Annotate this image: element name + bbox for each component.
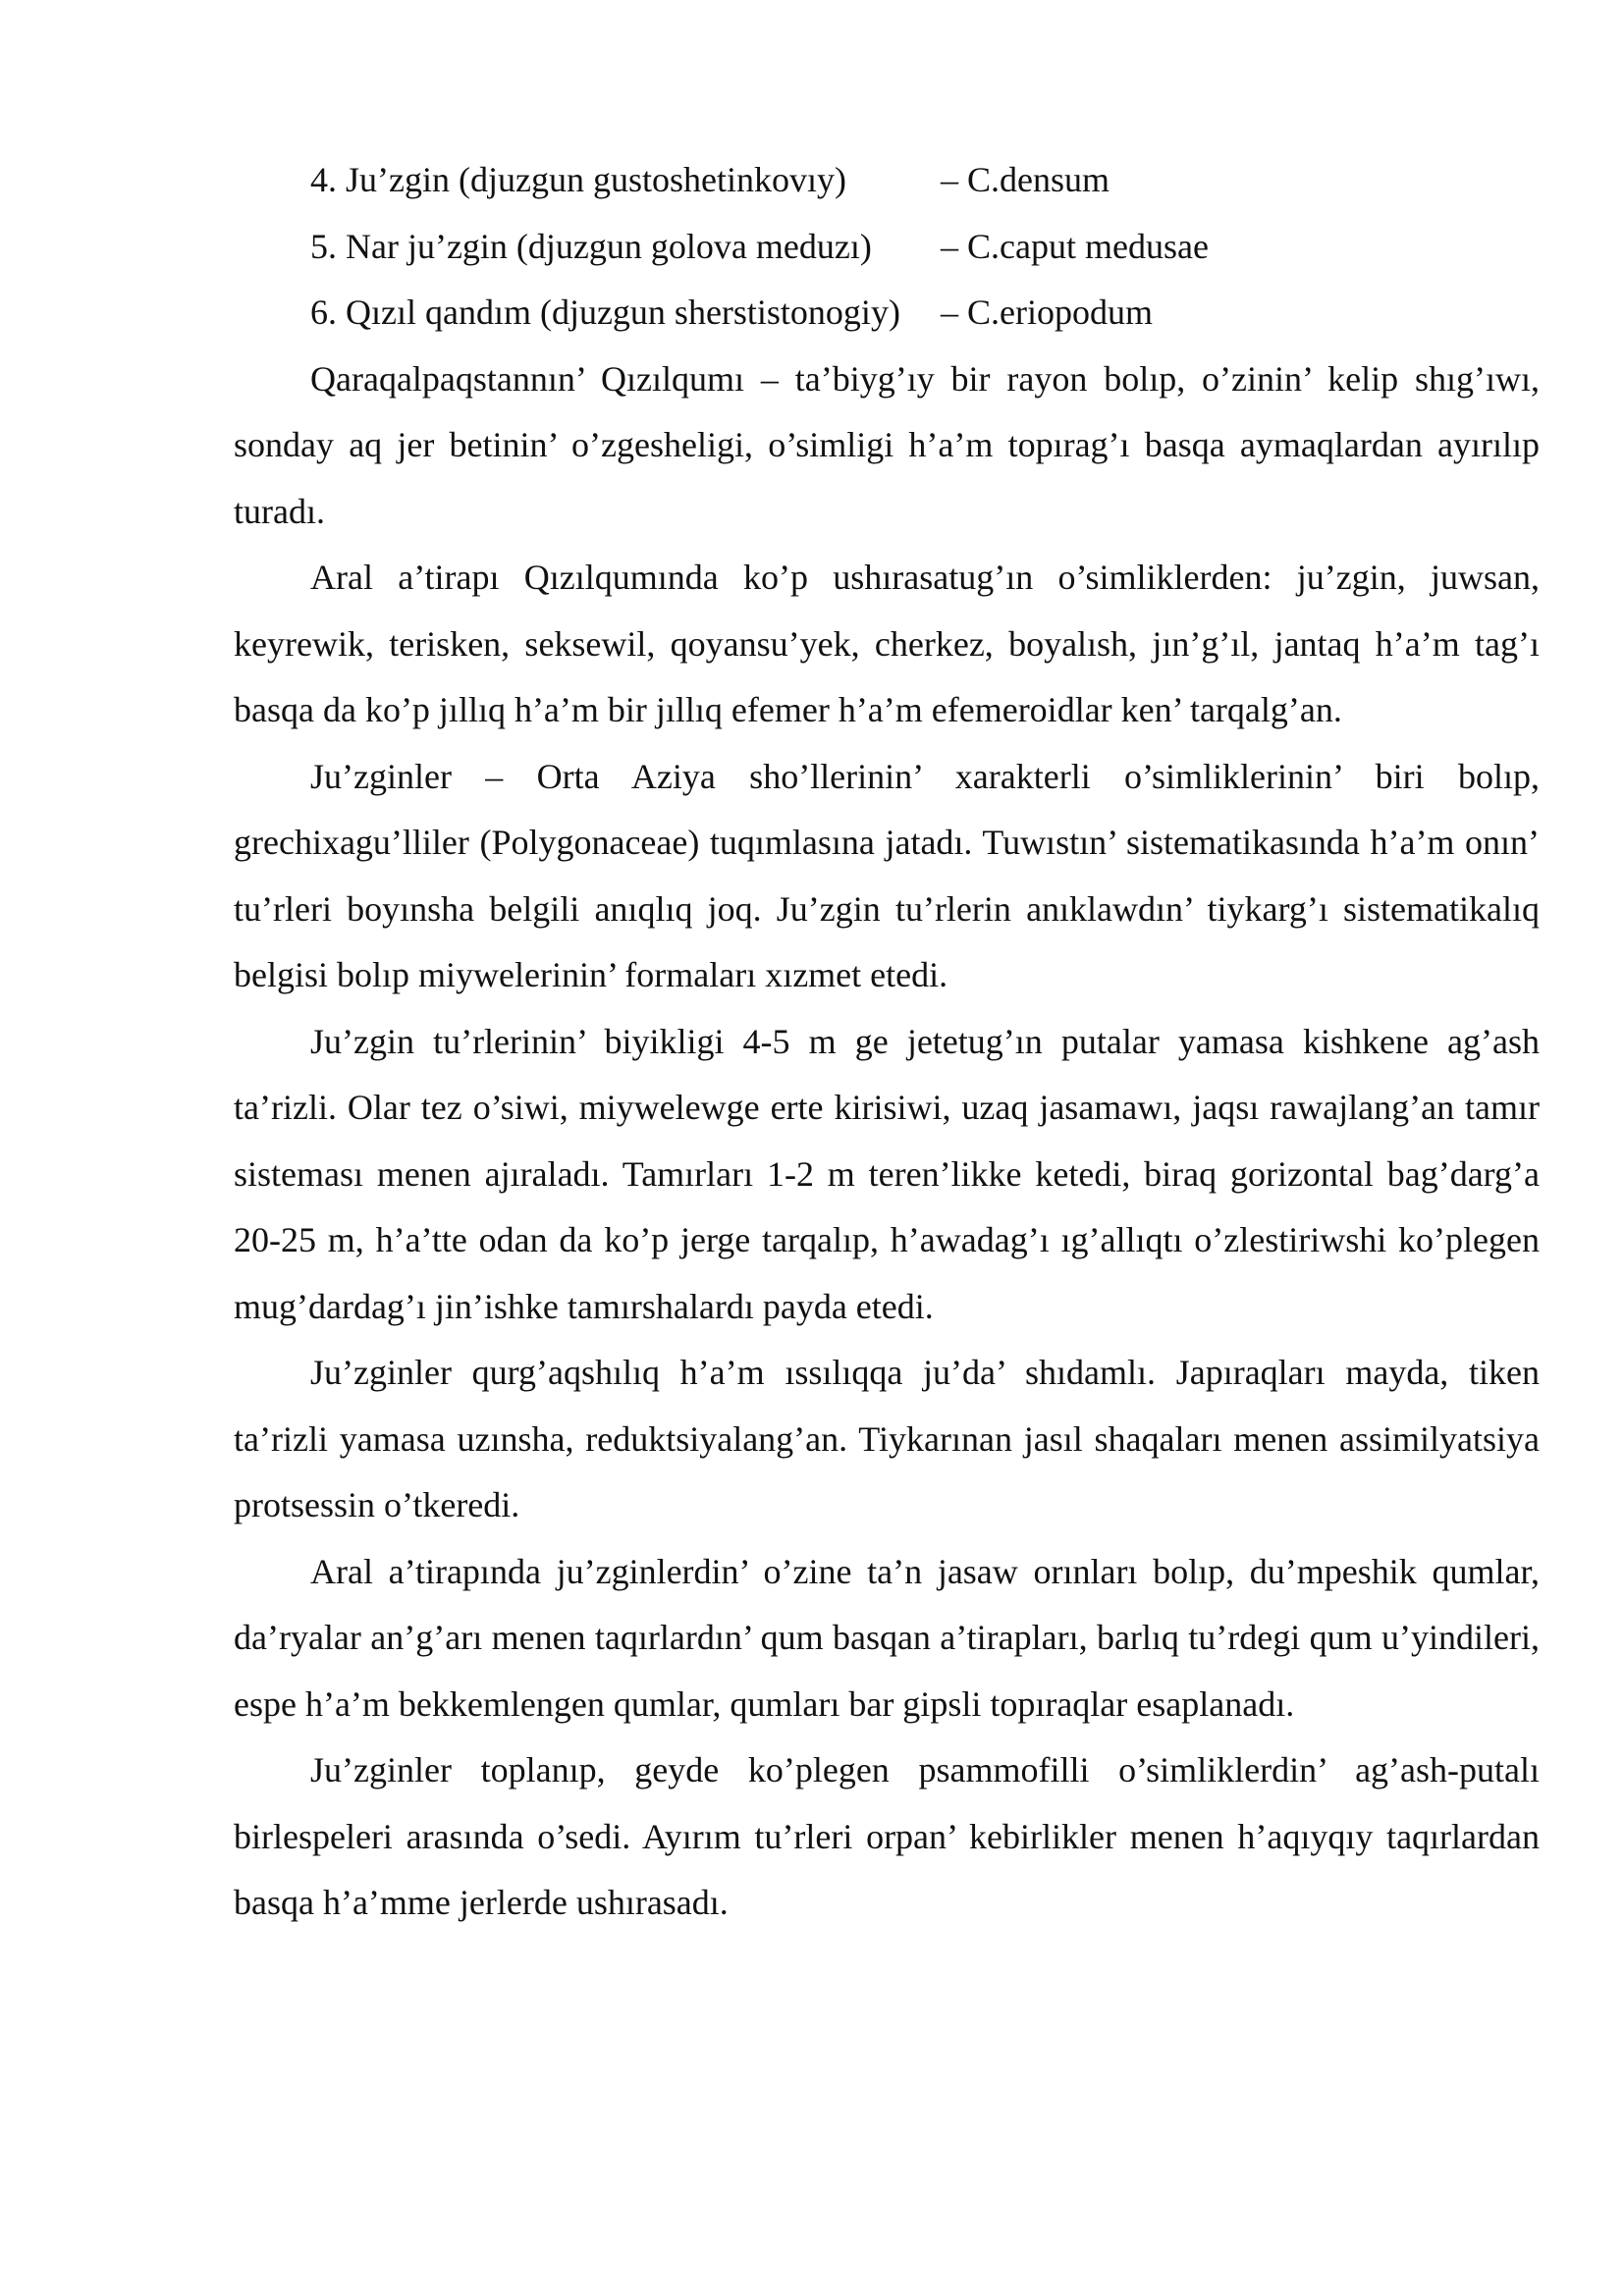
paragraph-habitats: Aral a’tirapında ju’zginlerdin’ o’zine ta’n jasaw orınları bolıp, du’mpeshik qumlar, da’ryalar an’g’arı menen taqırlardın’ qum basqan a’tirapları, barlıq tu’rdegi qum u’yindileri, espe h’a’m bekkemlengen qumlar, qumları bar gipsli topıraqlar esaplanadı. xyxy=(234,1551,1540,1724)
paragraph-juzgin-height: Ju’zgin tu’rlerinin’ biyikligi 4-5 m ge jetetug’ın putalar yamasa kishkene ag’ash ta’rizli. Olar tez o’siwi, miywelewge erte kirisiwi, uzaq jasamawı, jaqsı rawajlang’an tamır sisteması menen ajıraladı. Tamırları 1-2 m teren’likke ketedi, biraq gorizontal bag’darg’a 20-25 m, h’a’tte odan da ko’p jerge tarqalıp, h’awadag’ı ıg’allıqtı o’zlestiriwshi ko’plegen mug’dardag’ı jin’ishke tamırshalardı payda etedi. xyxy=(234,1021,1540,1326)
paragraph-communities: Ju’zginler toplanıp, geyde ko’plegen psammofilli o’simliklerdin’ ag’ash-putalı birlespeleri arasında o’sedi. Ayırım tu’rleri orpan’ kebirlikler menen h’aqıyqıy taqırlardan basqa h’a’mme jerlerde ushırasadı. xyxy=(234,1750,1540,1922)
species-item xyxy=(234,147,1540,214)
species-local-name: 5. Nar ju’zgin (djuzgun golova meduzı) xyxy=(310,226,872,266)
paragraph-karakalpak-kyzylkum: Qaraqalpaqstannın’ Qızılqumı – ta’biyg’ıy bir rayon bolıp, o’zinin’ kelip shıg’ıwı, sonday aq jer betinin’ o’zgesheligi, o’simligi h’a’m topırag’ı basqa aymaqlardan ayırılıp turadı. xyxy=(234,358,1540,531)
species-latin-name: – C.eriopodum xyxy=(941,293,1153,332)
species-item xyxy=(234,280,1540,347)
species-latin-name: – C.densum xyxy=(941,160,1110,199)
paragraph-drought-resistance: Ju’zginler qurg’aqshılıq h’a’m ıssılıqqa ju’da’ shıdamlı. Japıraqları mayda, tiken ta’rizli yamasa uzınsha, reduktsiyalang’an. Tiykarınan jasıl shaqaları menen assimilyatsiya protsessin o’tkeredi. xyxy=(234,1353,1540,1524)
paragraph-juzgin-family: Ju’zginler – Orta Aziya sho’llerinin’ xarakterli o’simliklerinin’ biri bolıp, grechixagu’lliler (Polygonaceae) tuqımlasına jatadı. Tuwıstın’ sistematikasında h’a’m onın’ tu’rleri boyınsha belgili anıqlıq joq. Ju’zgin tu’rlerin anıklawdın’ tiykarg’ı sistematikalıq belgisi bolıp miywelerinin’ formaları xızmet etedi. xyxy=(234,756,1540,994)
species-latin-name: – C.caput medusae xyxy=(941,226,1209,266)
paragraph-aral-plants: Aral a’tirapı Qızılqumında ko’p ushırasatug’ın o’simliklerden: ju’zgin, juwsan, keyrewik, terisken, seksewil, qoyansu’yek, cherkez, boyalısh, jın’g’ıl, jantaq h’a’m tag’ı basqa da ko’p jıllıq h’a’m bir jıllıq efemer h’a’m efemeroidlar ken’ tarqalg’an. xyxy=(234,558,1540,729)
species-local-name: 6. Qızıl qandım (djuzgun sherstistonogiy) xyxy=(310,293,900,332)
species-list xyxy=(234,147,1540,347)
species-local-name: 4. Ju’zgin (djuzgun gustoshetinkovıy) xyxy=(310,160,846,199)
species-item xyxy=(234,214,1540,281)
document-page xyxy=(234,147,1540,1937)
